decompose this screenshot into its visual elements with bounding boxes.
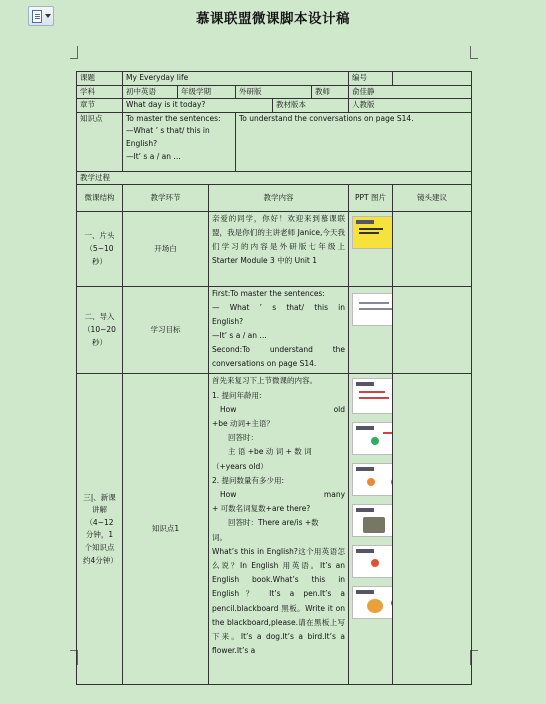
- process-label: 教学过程: [77, 171, 472, 185]
- crop-mark: [70, 46, 78, 59]
- topic-row: [77, 72, 472, 86]
- header-camera: 镜头建议: [393, 185, 472, 212]
- column-header-row: [77, 185, 472, 212]
- slide-title-mark: [356, 220, 374, 224]
- grade-value: 外研版: [236, 85, 312, 99]
- row-content: [209, 374, 349, 685]
- slide-image-mark: [371, 559, 379, 567]
- knowledge-line: To master the sentences:: [126, 113, 221, 123]
- table-row: [77, 374, 472, 685]
- row-camera: [393, 374, 472, 685]
- row-structure: 二、导入（10~20秒）: [77, 287, 123, 374]
- slide-title-mark: [356, 382, 374, 386]
- knowledge-first: [123, 112, 236, 171]
- topic-label: 课题: [77, 72, 123, 86]
- page-title: 慕课联盟微课脚本设计稿: [196, 11, 350, 27]
- content-line: 2. 提问数量有多少用:: [212, 475, 285, 485]
- slide-title-mark: [356, 590, 374, 594]
- slide-title-mark: [356, 549, 374, 553]
- content-line: 主 语 +be 动 词 + 数 词: [228, 447, 312, 457]
- knowledge-row: [77, 112, 472, 171]
- ppt-thumbnail: [352, 463, 393, 496]
- content-line: + 可数名词复数+are there?: [212, 504, 311, 514]
- process-row: [77, 171, 472, 185]
- slide-text-mark: [359, 391, 385, 393]
- slide-image-mark: [367, 478, 375, 486]
- ppt-thumbnail: [352, 545, 393, 578]
- row-ppt: [349, 287, 393, 374]
- row-ppt: [349, 212, 393, 287]
- textbook-label: 教材版本: [273, 99, 349, 113]
- slide-text-mark: [383, 432, 393, 434]
- knowledge-line: English?: [126, 138, 158, 148]
- ppt-thumbnail: [352, 216, 393, 249]
- content-line: 首先来复习下上节微课的内容。: [212, 376, 317, 386]
- number-value: [393, 72, 472, 86]
- row-stage: 学习目标: [123, 287, 209, 374]
- slide-text-mark: [359, 308, 393, 310]
- content-line: 回答时：: [228, 433, 258, 443]
- slide-title-mark: [356, 508, 374, 512]
- subject-row: [77, 85, 472, 99]
- knowledge-line: —It’ s a / an …: [126, 151, 181, 161]
- content-line: 词。: [212, 532, 227, 542]
- table-row: [77, 287, 472, 374]
- row-camera: [393, 287, 472, 374]
- row-structure: 三|、新课讲解（4~12分钟，1个知识点约4分钟）: [77, 374, 123, 685]
- content-line: How old: [220, 404, 346, 414]
- chapter-value: What day is it today?: [123, 99, 273, 113]
- ppt-thumbnail: [352, 422, 393, 455]
- slide-title-mark: [356, 467, 374, 471]
- header-structure: 微课结构: [77, 185, 123, 212]
- knowledge-line: —What ’ s that/ this in: [126, 126, 210, 136]
- chapter-row: [77, 99, 472, 113]
- row-stage: 知识点1: [123, 374, 209, 685]
- crop-mark: [470, 46, 478, 59]
- content-line: Second:To understand the: [212, 345, 346, 355]
- ppt-thumbnail: [352, 504, 393, 537]
- slide-image-mark: [367, 599, 383, 613]
- row-content: 亲爱的同学，你好！欢迎来到慕课联盟，我是你们的主讲老师 Janice,今天我们学习的内容是外研版七年级上 Starter Module 3 中的 Unit 1: [209, 212, 349, 287]
- grade-label: 年级学期: [178, 85, 236, 99]
- knowledge-second: To understand the conversations on page S14.: [236, 112, 472, 171]
- content-line: 1. 提问年龄用:: [212, 390, 262, 400]
- slide-text-mark: [359, 302, 389, 304]
- ppt-thumbnail: [352, 293, 393, 326]
- slide-text-mark: [359, 232, 379, 234]
- slide-image-mark: [363, 517, 385, 533]
- textbook-value: 人教版: [349, 99, 472, 113]
- subject-label: 学科: [77, 85, 123, 99]
- content-line: conversations on page S14.: [212, 359, 317, 369]
- teacher-value: 俞佳静: [349, 85, 472, 99]
- header-stage: 教学环节: [123, 185, 209, 212]
- slide-title-mark: [356, 426, 374, 430]
- slide-image-mark: [371, 437, 379, 445]
- content-line: （+years old）: [212, 461, 268, 471]
- content-line: First:To master the sentences:: [212, 289, 325, 299]
- chapter-label: 章节: [77, 99, 123, 113]
- slide-text-mark: [359, 397, 389, 399]
- lesson-script-table: [76, 71, 472, 685]
- topic-value: My Everyday life: [123, 72, 349, 86]
- teacher-label: 教师: [312, 85, 349, 99]
- row-content: [209, 287, 349, 374]
- ppt-thumbnail: [352, 586, 393, 619]
- content-line: How many: [220, 490, 346, 499]
- ppt-thumbnail: [352, 378, 393, 414]
- content-line: — What ’ s that/ this in: [212, 303, 346, 313]
- content-line: +be 动词+主语？: [212, 418, 274, 428]
- content-line: English?: [212, 317, 244, 327]
- header-ppt: PPT 图片: [349, 185, 393, 212]
- content-line: What’s this in English?这个用英语怎么说？In English 用英语。It’s an English book.What’s this in English？ It’s a pen.It’s a pencil.blackboard 黑板。Write it on the blackboard,please.请在黑板上写下来。It’s a dog.It’s a bird.It’s a flower.It’s a: [212, 546, 346, 656]
- content-line: 回答时：There are/is +数: [228, 518, 319, 528]
- slide-text-mark: [359, 228, 383, 230]
- table-row: [77, 212, 472, 287]
- knowledge-label: 知识点: [77, 112, 123, 171]
- row-structure: 一、片头（5~10秒）: [77, 212, 123, 287]
- number-label: 编号: [349, 72, 393, 86]
- subject-value: 初中英语: [123, 85, 178, 99]
- row-stage: 开场白: [123, 212, 209, 287]
- content-line: —It’ s a / an …: [212, 331, 267, 341]
- row-camera: [393, 212, 472, 287]
- row-ppt: [349, 374, 393, 685]
- header-content: 教学内容: [209, 185, 349, 212]
